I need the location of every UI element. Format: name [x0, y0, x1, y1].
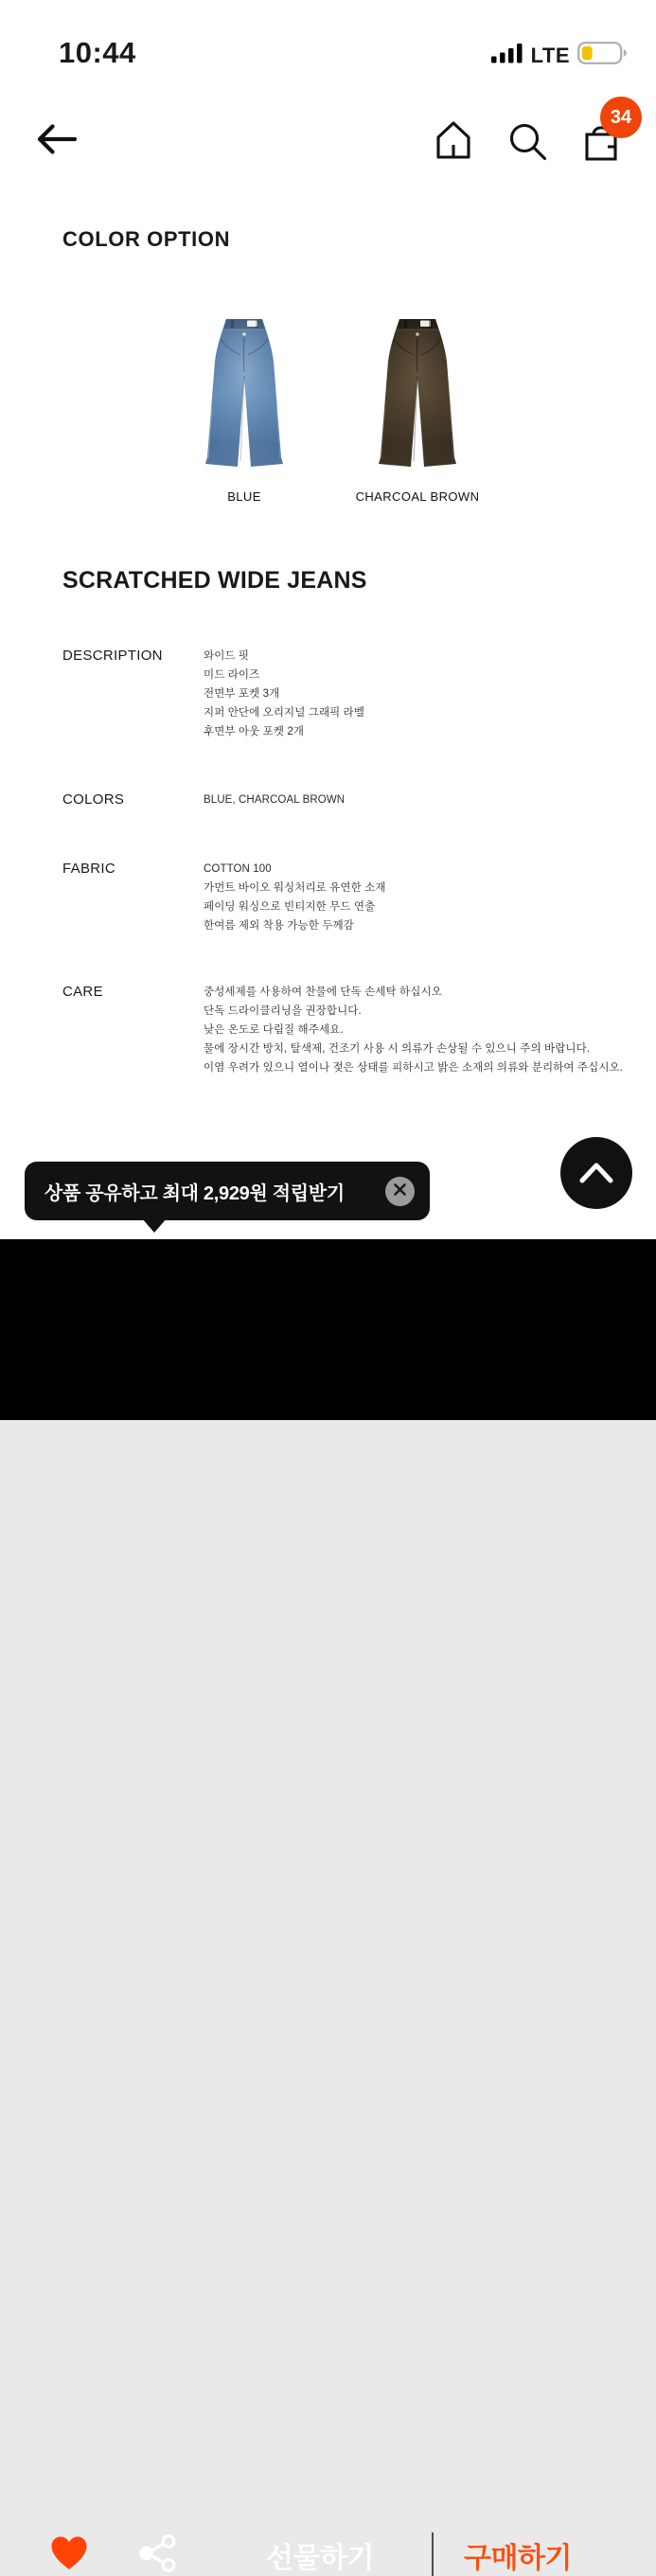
spec-line: BLUE, CHARCOAL BROWN: [204, 794, 346, 806]
toast-close-button[interactable]: [385, 1177, 415, 1206]
share-icon: [138, 2562, 178, 2576]
spec-line: 물에 장시간 방치, 탈색제, 건조기 사용 시 의류가 손상될 수 있으니 주의 바랍니다.: [204, 1043, 591, 1055]
buy-button[interactable]: 구매하기: [464, 2534, 572, 2574]
variant-blue: [154, 317, 334, 504]
share-button[interactable]: [136, 2532, 180, 2576]
spec-line: 낮은 온도로 다림질 해주세요.: [204, 1024, 344, 1036]
product-title: SCRATCHED WIDE JEANS: [62, 567, 367, 594]
shopping-bag-icon: [582, 151, 620, 166]
heart-icon: [49, 2561, 89, 2575]
status-time: 10:44: [59, 36, 136, 69]
chevron-up-icon: [577, 1160, 615, 1187]
spec-line: 전면부 포켓 3개: [204, 688, 280, 700]
share-reward-toast: [25, 1162, 430, 1220]
spec-line: 지퍼 안단에 오리지널 그래픽 라벨: [204, 707, 365, 719]
spec-line: 단독 드라이클리닝을 권장합니다.: [204, 1005, 362, 1017]
spec-line: 이염 우려가 있으니 열이나 젖은 상태를 피하시고 밝은 소재의 의류와 분리하여 주십시오.: [204, 1062, 624, 1074]
close-icon: [393, 1182, 407, 1199]
variant-charcoal-brown: [328, 317, 507, 504]
spec-fabric: [62, 860, 624, 935]
battery-low-icon: [577, 42, 628, 69]
bar-divider: [432, 2532, 434, 2576]
spec-description: [62, 647, 624, 741]
color-option-heading: COLOR OPTION: [62, 227, 231, 251]
spec-label: DESCRIPTION: [62, 648, 163, 664]
signal-bars-icon: [491, 43, 523, 68]
spec-line: 후면부 아웃 포켓 2개: [204, 726, 305, 737]
back-button[interactable]: [34, 121, 80, 159]
cart-badge[interactable]: 34: [600, 97, 642, 138]
scroll-to-top-button[interactable]: [560, 1137, 632, 1209]
spec-label: COLORS: [62, 791, 125, 808]
status-indicators: [491, 42, 628, 69]
spec-line: 가먼트 바이오 워싱처리로 유연한 소재: [204, 882, 386, 894]
spec-line: 와이드 핏: [204, 650, 250, 662]
nav-actions: [434, 119, 621, 163]
home-icon: [434, 150, 472, 164]
toast-message: 상품 공유하고 최대 2,929원 적립받기: [44, 1182, 345, 1204]
bottom-action-bar: [0, 1239, 656, 2574]
like-button[interactable]: [47, 2532, 91, 2576]
search-icon: [507, 150, 547, 164]
blue-jeans-image: [154, 317, 334, 471]
home-button[interactable]: [434, 119, 473, 163]
spec-label: FABRIC: [62, 861, 115, 877]
spec-line: 미드 라이즈: [204, 669, 260, 681]
variant-label-charcoal-brown: CHARCOAL BROWN: [355, 489, 480, 504]
toast-tail: [142, 1218, 167, 1233]
charcoal-brown-jeans-image: [328, 317, 507, 471]
spec-line: 한여름 제외 착용 가능한 두께감: [204, 920, 354, 932]
spec-colors: [62, 791, 624, 809]
spec-care: [62, 983, 624, 1077]
spec-line: 페이딩 워싱으로 빈티지한 무드 연출: [204, 901, 376, 913]
network-label: LTE: [530, 43, 570, 67]
arrow-left-icon: [35, 145, 79, 159]
spec-label: CARE: [62, 984, 103, 1000]
gift-button[interactable]: 선물하기: [266, 2534, 374, 2574]
variant-label-blue: BLUE: [227, 489, 261, 504]
search-button[interactable]: [507, 119, 547, 163]
spec-line: COTTON 100: [204, 863, 272, 875]
spec-line: 중성세제를 사용하여 찬물에 단독 손세탁 하십시오: [204, 986, 442, 998]
